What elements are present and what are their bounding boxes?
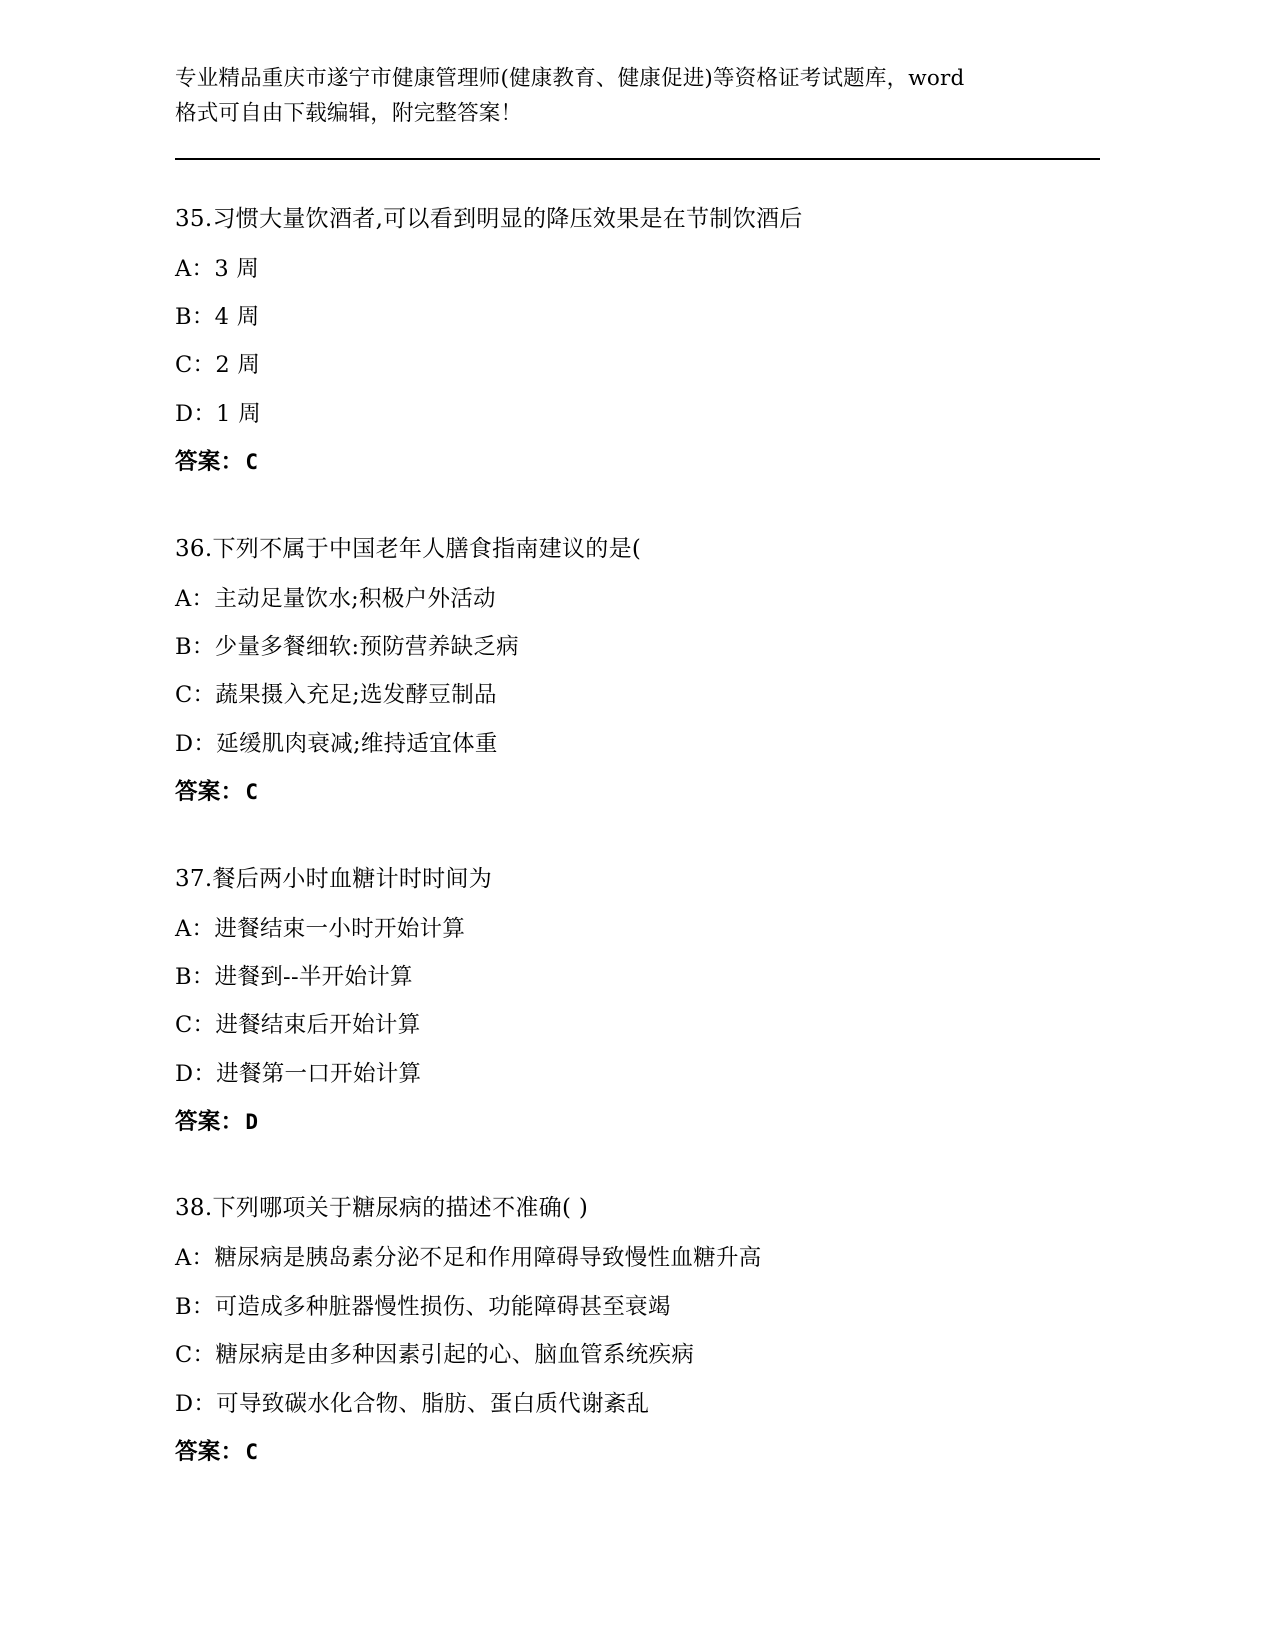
option-c-label: C： xyxy=(175,1342,216,1369)
option-a-text: 糖尿病是胰岛素分泌不足和作用障碍导致慢性血糖升高 xyxy=(214,1245,762,1272)
option-c-label: C： xyxy=(175,1012,216,1039)
answer-label: 答案： xyxy=(175,1109,244,1136)
option-d[interactable] xyxy=(175,399,1100,429)
option-b[interactable] xyxy=(175,1292,1100,1322)
option-b[interactable] xyxy=(175,962,1100,992)
question-block xyxy=(175,534,1100,808)
answer-row xyxy=(175,447,1100,477)
option-c-label: C： xyxy=(175,352,216,379)
question-text: 下列哪项关于糖尿病的描述不准确( ) xyxy=(212,1195,589,1222)
option-d-text: 进餐第一口开始计算 xyxy=(216,1060,422,1087)
option-b-text: 少量多餐细软:预防营养缺乏病 xyxy=(214,634,519,660)
option-d-label: D： xyxy=(175,1060,217,1087)
option-a[interactable] xyxy=(175,254,1100,284)
option-a-label: A： xyxy=(175,585,215,612)
option-a-label: A： xyxy=(175,1245,215,1272)
document-header xyxy=(175,0,1100,132)
option-c-text: 蔬果摄入充足;选发酵豆制品 xyxy=(215,682,497,709)
option-b-text: 进餐到--半开始计算 xyxy=(214,963,413,990)
option-c[interactable] xyxy=(175,680,1100,710)
answer-row xyxy=(175,1437,1100,1467)
option-c-text: 2 周 xyxy=(215,352,261,379)
option-a-text: 3 周 xyxy=(214,255,260,282)
option-a-text: 进餐结束一小时开始计算 xyxy=(214,915,466,942)
question-number: 38. xyxy=(175,1195,213,1222)
question-block xyxy=(175,204,1100,478)
answer-value: C xyxy=(245,1439,259,1464)
question-stem xyxy=(175,204,1100,235)
answer-row xyxy=(175,1107,1100,1137)
header-line-1: 专业精品重庆市遂宁市健康管理师(健康教育、健康促进)等资格证考试题库，word xyxy=(175,66,965,91)
question-stem xyxy=(175,864,1100,895)
option-c[interactable] xyxy=(175,1340,1100,1370)
question-number: 36. xyxy=(175,535,213,562)
option-b-label: B： xyxy=(175,1293,215,1320)
question-block xyxy=(175,1193,1100,1467)
answer-value: C xyxy=(245,780,259,805)
option-d[interactable] xyxy=(175,1389,1100,1419)
option-d-label: D： xyxy=(175,1390,217,1417)
question-text: 餐后两小时血糖计时时间为 xyxy=(212,865,493,892)
option-a-label: A： xyxy=(175,255,215,282)
option-a-label: A： xyxy=(175,915,215,942)
option-b-text: 4 周 xyxy=(214,304,260,331)
option-a-text: 主动足量饮水;积极户外活动 xyxy=(214,585,496,612)
answer-value: D xyxy=(245,1110,259,1135)
question-list xyxy=(175,204,1100,1468)
option-d[interactable] xyxy=(175,729,1100,759)
option-b-label: B： xyxy=(175,304,215,331)
option-d-text: 1 周 xyxy=(216,400,262,427)
question-stem xyxy=(175,1193,1100,1224)
option-b[interactable] xyxy=(175,632,1100,662)
option-d-text: 延缓肌肉衰减;维持适宜体重 xyxy=(216,730,498,757)
answer-label: 答案： xyxy=(175,779,244,806)
option-c-text: 进餐结束后开始计算 xyxy=(215,1012,421,1039)
option-b-label: B： xyxy=(175,963,215,990)
option-b[interactable] xyxy=(175,302,1100,332)
option-a[interactable] xyxy=(175,1243,1100,1273)
question-number: 37. xyxy=(175,865,213,892)
answer-row xyxy=(175,777,1100,807)
question-text: 下列不属于中国老年人膳食指南建议的是( xyxy=(212,535,642,562)
question-number: 35. xyxy=(175,205,213,232)
question-stem xyxy=(175,534,1100,565)
option-c[interactable] xyxy=(175,350,1100,380)
question-block xyxy=(175,864,1100,1138)
option-a[interactable] xyxy=(175,914,1100,944)
answer-label: 答案： xyxy=(175,1438,244,1465)
answer-value: C xyxy=(245,450,259,475)
option-c-text: 糖尿病是由多种因素引起的心、脑血管系统疾病 xyxy=(215,1342,695,1369)
option-d-text: 可导致碳水化合物、脂肪、蛋白质代谢紊乱 xyxy=(216,1390,650,1417)
option-b-label: B： xyxy=(175,634,215,660)
option-d[interactable] xyxy=(175,1059,1100,1089)
question-text: 习惯大量饮酒者,可以看到明显的降压效果是在节制饮酒后 xyxy=(212,205,803,232)
option-c-label: C： xyxy=(175,682,216,709)
option-a[interactable] xyxy=(175,584,1100,614)
option-b-text: 可造成多种脏器慢性损伤、功能障碍甚至衰竭 xyxy=(214,1293,671,1320)
option-d-label: D： xyxy=(175,400,217,427)
option-c[interactable] xyxy=(175,1010,1100,1040)
answer-label: 答案： xyxy=(175,449,244,476)
header-line-2: 格式可自由下载编辑，附完整答案！ xyxy=(175,100,523,126)
header-divider xyxy=(175,158,1100,160)
option-d-label: D： xyxy=(175,730,217,757)
